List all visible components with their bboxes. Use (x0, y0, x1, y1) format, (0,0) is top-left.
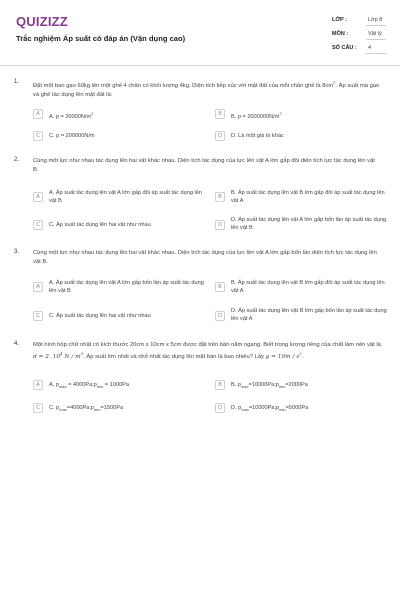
option-text: C. Áp suất tác dụng lên hai vật như nhau (49, 313, 151, 319)
meta-count-value: 4 (368, 45, 372, 51)
question-number: 3. (14, 249, 20, 255)
question-text: Đặt một bao gạo 60kg lên một ghế 4 chân có khối lượng 4kg. Diện tích tiếp xúc với mặt đất của mỗi chân ghế là $8cm^2$. Áp suất mà gạo và ghế tác dụng lên mặt đất là: (33, 80, 380, 98)
meta-subject-label: MÔN : (332, 31, 349, 37)
option-key-badge: B (215, 192, 225, 202)
option-text: A. Áp suất tác dụng lên vật A lớn gấp đôi áp suất tác dụng lên vật B (49, 190, 202, 204)
option-key-badge: A (33, 282, 43, 292)
option-text: B. Áp suất tác dụng lên vật B lớn gấp đôi áp suất tác dụng lên vật A (231, 280, 385, 294)
option-text: C. $p_{max}=4000Pa;p_{min}=1500Pa$ (49, 405, 124, 413)
option-key-badge: D (215, 220, 225, 230)
option-key-badge: B (215, 109, 225, 119)
meta-class-underline (366, 25, 386, 26)
formula-gravity: $g = 10m / s^2$ (265, 350, 302, 360)
question-text: Cùng một lực như nhau tác dụng lên hai vật khác nhau. Diện tích tác dụng của lực lên vật A lớn gấp bốn lần diện tích lực tác dụng lên vật B. (33, 250, 377, 265)
option-text: A. $p = 20000N/m^2$ (49, 111, 94, 120)
option-key-badge: B (215, 380, 225, 390)
worksheet-header (0, 0, 400, 66)
question-number: 4. (14, 341, 20, 347)
option-key-badge: A (33, 192, 43, 202)
meta-subject-underline (366, 39, 386, 40)
meta-count-label: SỐ CÂU : (332, 45, 357, 51)
option-text: A. Áp suất tác dụng lên vật A lớn gấp bốn lần áp suất tác dụng lên vật B (49, 280, 204, 294)
option-key-badge: C (33, 311, 43, 321)
question-text: Cùng một lực như nhau tác dụng lên hai vật khác nhau. Diện tích tác dụng của lực lên vật A lớn gấp đôi diện tích lực tác dụng lên vật B. (33, 158, 375, 173)
option-key-badge: D (215, 311, 225, 321)
option-key-badge: D (215, 131, 225, 141)
option-text: C. Áp suất tác dụng lên hai vật như nhau (49, 222, 151, 228)
option-key-badge: A (33, 109, 43, 119)
option-text: D. Là một giá trị khác (231, 133, 284, 139)
option-text: B. $p_{max}=10000Pa;p_{min}=2000Pa$ (231, 382, 308, 390)
option-key-badge: C (33, 220, 43, 230)
option-key-badge: C (33, 131, 43, 141)
worksheet-title: Trắc nghiệm Áp suất có đáp án (Vận dụng cao) (16, 34, 186, 43)
option-text: D. Áp suất tác dụng lên vật B lớn gấp bốn lần áp suất tác dụng lên vật A (231, 308, 387, 322)
option-key-badge: C (33, 403, 43, 413)
meta-subject-value: Vật lý (368, 31, 382, 37)
option-text: B. $p = 2000000N/m^2$ (231, 111, 282, 120)
option-key-badge: B (215, 282, 225, 292)
option-key-badge: A (33, 380, 43, 390)
option-text: A. $p_{max}$ = $4000Pa;p_{min} = 1000Pa$ (49, 382, 129, 390)
meta-count-underline (366, 53, 386, 54)
option-text: C. p = 200000N/m (49, 133, 95, 139)
quizizz-logo: QUIZIZZ (16, 14, 68, 29)
question-text: Một hình hộp chữ nhật có kích thước 20cm x 10cm x 5cm được đặt trên bàn nằm ngang. Biết trọng lượng riêng của chất làm nên vật là d = 2. $10^4$ N / $m^3$. Áp suất lớn nhất và nhỏ nhất tác dụng lên mặt bàn là bao nhiêu? Lấy $g = 10m / s^2$. (33, 342, 381, 360)
option-text: B. Áp suất tác dụng lên vật B lớn gấp đôi áp suất tác dụng lên vật A (231, 190, 385, 204)
option-key-badge: D (215, 403, 225, 413)
question-number: 2. (14, 157, 20, 163)
option-text: D. Áp suất tác dụng lên vật A lớn gấp bốn lần áp suất tác dụng lên vật B (231, 217, 387, 231)
question-number: 1. (14, 79, 20, 85)
formula-density: d = 2. $10^4$ N / $m^3$ (33, 350, 84, 360)
option-text: D. $p_{max}=10000Pa;p_{min}=5000Pa$ (231, 405, 309, 413)
meta-class-label: LỚP : (332, 17, 347, 23)
meta-class-value: Lớp 8 (368, 17, 383, 23)
